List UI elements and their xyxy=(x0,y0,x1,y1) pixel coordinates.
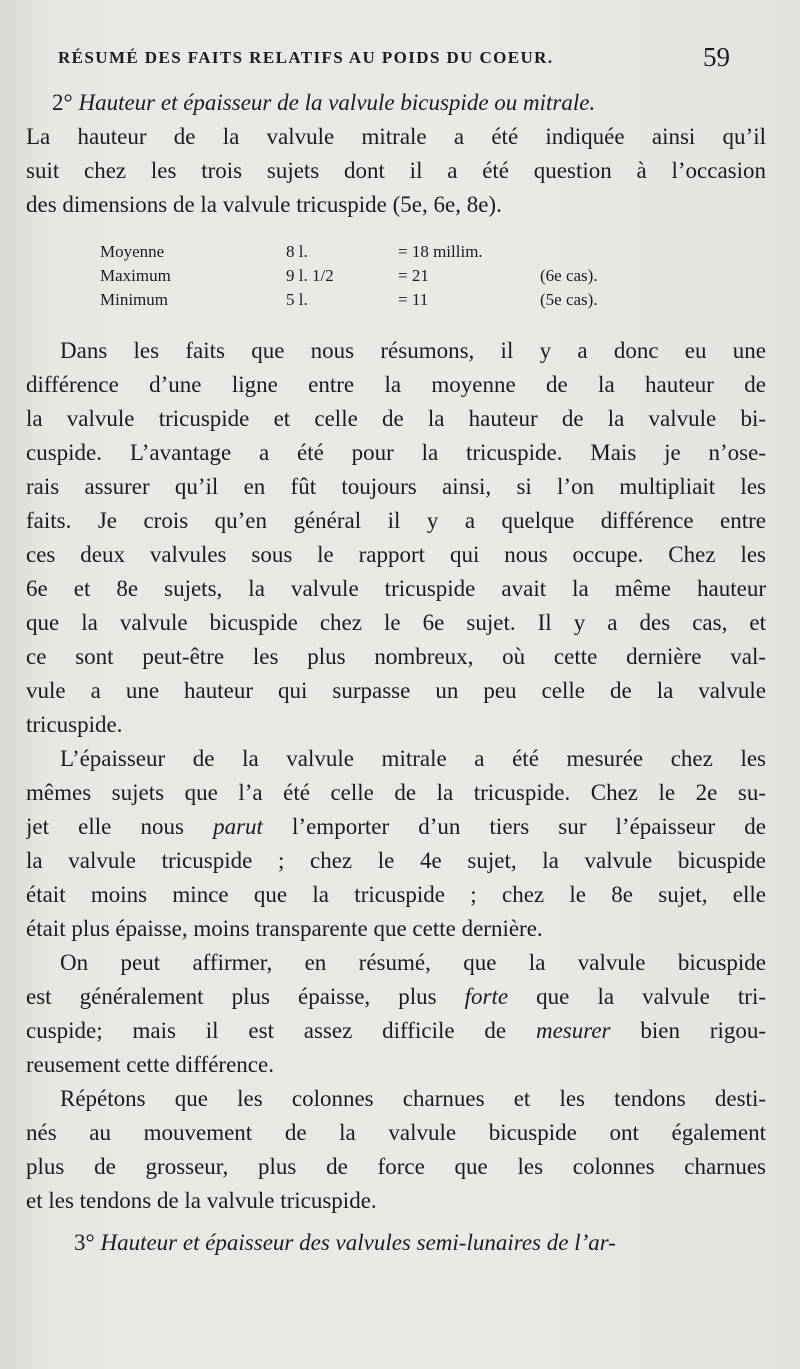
paragraph-line: On peut affirmer, en résumé, que la valvule bicuspide xyxy=(60,950,766,975)
paragraph-line: différence d’une ligne entre la moyenne de la hauteur de xyxy=(26,372,766,397)
table-row: Minimum 5 l. = 11 (5e cas). xyxy=(100,290,598,309)
paragraph-line: nés au mouvement de la valvule bicuspide ont également xyxy=(26,1120,766,1145)
page-number: 59 xyxy=(703,42,730,72)
paragraph-line: 6e et 8e sujets, la valvule tricuspide avait la même hauteur xyxy=(26,576,766,601)
paragraph-line: que la valvule bicuspide chez le 6e sujet. Il y a des cas, et xyxy=(26,610,766,635)
paragraph-line: ces deux valvules sous le rapport qui nous occupe. Chez les xyxy=(26,542,766,567)
paragraph-line: était moins mince que la tricuspide ; chez le 8e sujet, elle xyxy=(26,882,766,907)
paragraph-line: mêmes sujets que l’a été celle de la tricuspide. Chez le 2e su- xyxy=(26,780,766,805)
table-row: Moyenne 8 l. = 18 millim. xyxy=(100,242,483,261)
intro-line: suit chez les trois sujets dont il a été question à l’occasion xyxy=(26,158,766,183)
table-row: Maximum 9 l. 1/2 = 21 (6e cas). xyxy=(100,266,598,285)
running-title: RÉSUMÉ DES FAITS RELATIFS AU POIDS DU COEUR. xyxy=(58,48,554,67)
paragraph-line: vule a une hauteur qui surpasse un peu celle de la valvule xyxy=(26,678,766,703)
paragraph-line: Dans les faits que nous résumons, il y a donc eu une xyxy=(60,338,766,363)
paragraph-line: L’épaisseur de la valvule mitrale a été mesurée chez les xyxy=(60,746,766,771)
section-title-2: 2° Hauteur et épaisseur de la valvule bicuspide ou mitrale. xyxy=(52,90,596,115)
paragraph-line: reusement cette différence. xyxy=(26,1052,274,1077)
paragraph-line: cuspide. L’avantage a été pour la tricuspide. Mais je n’ose- xyxy=(26,440,766,465)
paragraph-line: la valvule tricuspide ; chez le 4e sujet, la valvule bicuspide xyxy=(26,848,766,873)
paragraph-line: rais assurer qu’il en fût toujours ainsi, si l’on multipliait les xyxy=(26,474,766,499)
paragraph-line: est généralement plus épaisse, plus forte que la valvule tri- xyxy=(26,984,766,1009)
paragraph-line: plus de grosseur, plus de force que les colonnes charnues xyxy=(26,1154,766,1179)
paragraph-line: était plus épaisse, moins transparente que cette dernière. xyxy=(26,916,543,941)
height-table xyxy=(100,240,766,312)
paragraph-line: et les tendons de la valvule tricuspide. xyxy=(26,1188,377,1213)
paragraph-line: ce sont peut-être les plus nombreux, où cette dernière val- xyxy=(26,644,766,669)
paragraph-line: Répétons que les colonnes charnues et les tendons desti- xyxy=(60,1086,766,1111)
paragraph-line: tricuspide. xyxy=(26,712,123,737)
page-body xyxy=(26,86,766,1260)
intro-line: La hauteur de la valvule mitrale a été indiquée ainsi qu’il xyxy=(26,124,766,149)
paragraph-line: faits. Je crois qu’en général il y a quelque différence entre xyxy=(26,508,766,533)
paragraph-line: jet elle nous parut l’emporter d’un tiers sur l’épaisseur de xyxy=(26,814,766,839)
page-header xyxy=(58,42,730,78)
section-title-3: 3° Hauteur et épaisseur des valvules semi-lunaires de l’ar- xyxy=(74,1230,616,1255)
paragraph-line: la valvule tricuspide et celle de la hauteur de la valvule bi- xyxy=(26,406,766,431)
paragraph-line: cuspide; mais il est assez difficile de mesurer bien rigou- xyxy=(26,1018,766,1043)
intro-line: des dimensions de la valvule tricuspide (5e, 6e, 8e). xyxy=(26,192,502,217)
